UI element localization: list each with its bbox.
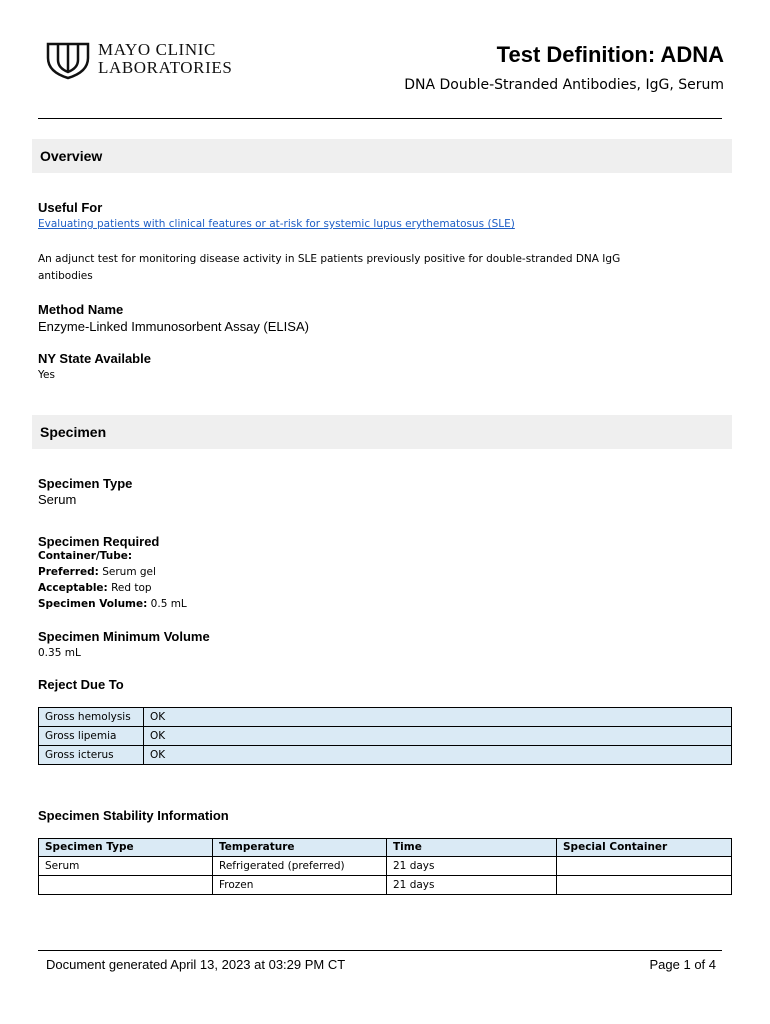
overview-section-title: Overview xyxy=(40,148,103,164)
method-name-value: Enzyme-Linked Immunosorbent Assay (ELISA) xyxy=(38,319,309,334)
stability-table xyxy=(38,838,732,895)
acceptable-label: Acceptable: xyxy=(38,582,108,594)
mayo-shield-icon xyxy=(44,40,92,80)
document-generated-text: Document generated April 13, 2023 at 03:29 PM CT xyxy=(46,957,346,972)
mayo-clinic-logo xyxy=(44,40,274,80)
table-cell: 21 days xyxy=(387,876,557,895)
ny-state-value: Yes xyxy=(38,369,55,381)
page-number: Page 1 of 4 xyxy=(649,957,716,972)
page-title: Test Definition: ADNA xyxy=(496,42,724,67)
specimen-volume-line xyxy=(38,598,187,610)
useful-for-label: Useful For xyxy=(38,200,103,215)
stability-info-label: Specimen Stability Information xyxy=(38,808,229,823)
ny-state-label: NY State Available xyxy=(38,351,151,366)
reject-due-to-label: Reject Due To xyxy=(38,677,124,692)
preferred-label: Preferred: xyxy=(38,566,99,578)
specimen-section-header xyxy=(32,415,732,449)
reject-item: Gross icterus xyxy=(39,746,144,765)
reject-item: Gross lipemia xyxy=(39,727,144,746)
reject-status: OK xyxy=(144,727,732,746)
useful-for-text-line1: An adjunct test for monitoring disease activity in SLE patients previously positive for double-stranded DNA IgG xyxy=(38,253,621,265)
table-cell xyxy=(557,876,732,895)
overview-section-header xyxy=(32,139,732,173)
container-tube-label: Container/Tube: xyxy=(38,550,133,562)
reject-status: OK xyxy=(144,746,732,765)
acceptable-line xyxy=(38,582,152,594)
useful-for-text-line2: antibodies xyxy=(38,270,93,282)
footer-divider xyxy=(38,950,722,951)
column-header: Specimen Type xyxy=(39,839,213,857)
preferred-value: Serum gel xyxy=(102,566,156,578)
table-header-row xyxy=(39,839,732,857)
reject-table xyxy=(38,707,732,765)
table-row xyxy=(39,746,732,765)
min-volume-label: Specimen Minimum Volume xyxy=(38,629,210,644)
specimen-required-label: Specimen Required xyxy=(38,534,160,549)
table-cell: Frozen xyxy=(213,876,387,895)
reject-status: OK xyxy=(144,708,732,727)
specimen-type-label: Specimen Type xyxy=(38,476,133,491)
column-header: Special Container xyxy=(557,839,732,857)
min-volume-value: 0.35 mL xyxy=(38,647,81,659)
preferred-line xyxy=(38,566,156,578)
table-row xyxy=(39,727,732,746)
table-cell xyxy=(39,876,213,895)
specimen-type-value: Serum xyxy=(38,492,77,507)
header-divider xyxy=(38,118,722,119)
column-header: Temperature xyxy=(213,839,387,857)
specimen-volume-value: 0.5 mL xyxy=(150,598,187,610)
page-subtitle: DNA Double-Stranded Antibodies, IgG, Serum xyxy=(404,77,724,93)
logo-line-2: LABORATORIES xyxy=(98,58,233,77)
method-name-label: Method Name xyxy=(38,302,124,317)
table-cell xyxy=(557,857,732,876)
specimen-volume-label: Specimen Volume: xyxy=(38,598,148,610)
logo-line-1: MAYO CLINIC xyxy=(98,40,216,59)
table-cell: 21 days xyxy=(387,857,557,876)
reject-item: Gross hemolysis xyxy=(39,708,144,727)
table-cell: Serum xyxy=(39,857,213,876)
table-row xyxy=(39,708,732,727)
specimen-section-title: Specimen xyxy=(40,424,107,440)
column-header: Time xyxy=(387,839,557,857)
table-cell: Refrigerated (preferred) xyxy=(213,857,387,876)
acceptable-value: Red top xyxy=(111,582,152,594)
table-row xyxy=(39,876,732,895)
useful-for-link[interactable]: Evaluating patients with clinical features or at-risk for systemic lupus erythematosus (SLE) xyxy=(38,218,515,230)
table-row xyxy=(39,857,732,876)
